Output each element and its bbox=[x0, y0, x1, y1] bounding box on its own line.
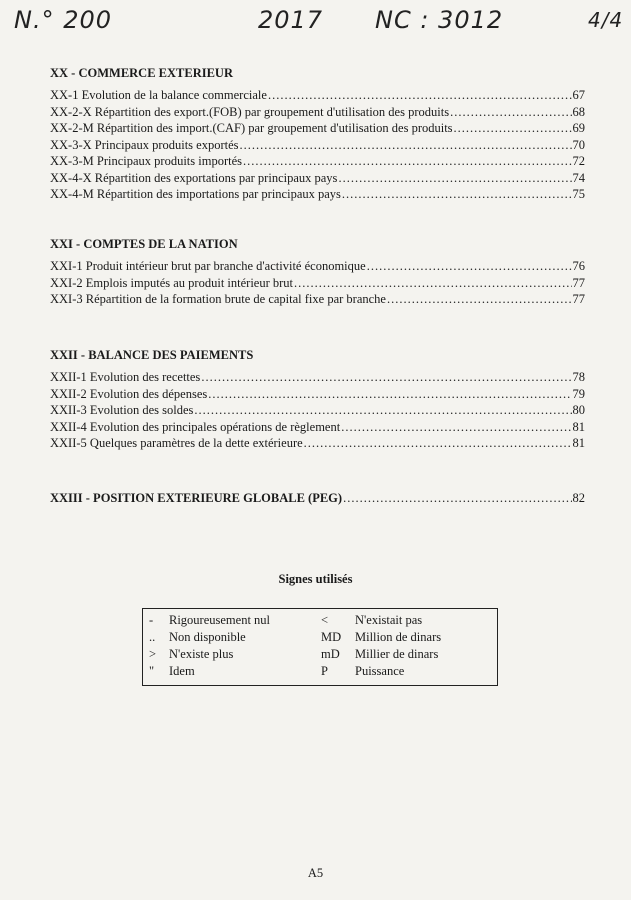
toc-entry[interactable] bbox=[50, 490, 585, 507]
toc-page: 78 bbox=[572, 370, 585, 384]
signes-title: Signes utilisés bbox=[278, 572, 353, 586]
toc-page: 72 bbox=[572, 154, 585, 168]
section-commerce-exterieur bbox=[50, 66, 585, 203]
legend-desc: N'existait pas bbox=[355, 613, 423, 627]
handwritten-fraction: 4/4 bbox=[588, 8, 624, 32]
toc-entry[interactable] bbox=[50, 435, 585, 452]
toc-entry[interactable] bbox=[50, 137, 585, 154]
toc-entry[interactable] bbox=[50, 419, 585, 436]
toc-label: XXI-3 Répartition de la formation brute de capital fixe par branche bbox=[50, 292, 386, 306]
toc-page: 80 bbox=[572, 403, 585, 417]
leader-dots bbox=[454, 120, 572, 137]
legend-symbol: .. bbox=[149, 630, 156, 644]
leader-dots bbox=[450, 104, 571, 121]
handwritten-year: 2017 bbox=[258, 6, 324, 34]
toc-page: 76 bbox=[572, 259, 585, 273]
toc-entry[interactable] bbox=[50, 170, 585, 187]
section-comptes-nation bbox=[50, 237, 585, 308]
section-title: XXI - COMPTES DE LA NATION bbox=[50, 237, 238, 251]
toc-entry[interactable] bbox=[50, 120, 585, 137]
toc-label: XX-4-X Répartition des exportations par principaux pays bbox=[50, 170, 338, 185]
legend-symbol: P bbox=[321, 664, 328, 678]
leader-dots bbox=[268, 87, 572, 104]
legend-desc: Puissance bbox=[355, 664, 405, 678]
toc-page: 67 bbox=[572, 88, 585, 102]
legend-symbol: < bbox=[321, 613, 329, 627]
toc-page: 77 bbox=[572, 292, 585, 306]
signes-legend-box bbox=[142, 608, 498, 686]
toc-label: XX-4-M Répartition des importations par principaux pays bbox=[50, 187, 341, 201]
toc-label: XXII-1 Evolution des recettes bbox=[50, 370, 201, 384]
handwritten-number: N.° 200 bbox=[14, 6, 113, 34]
toc-label: XX-2-M Répartition des import.(CAF) par groupement d'utilisation des produits bbox=[50, 121, 453, 135]
leader-dots bbox=[304, 435, 572, 452]
legend-desc: Idem bbox=[169, 664, 195, 678]
toc-label: XXII-3 Evolution des soldes bbox=[50, 403, 194, 417]
leader-dots bbox=[294, 275, 571, 292]
page-number: A5 bbox=[307, 866, 324, 880]
leader-dots bbox=[194, 402, 571, 419]
legend-symbol: > bbox=[149, 647, 157, 661]
legend-symbol: - bbox=[149, 613, 154, 627]
legend-symbol: MD bbox=[321, 630, 342, 644]
leader-dots bbox=[342, 186, 572, 203]
leader-dots bbox=[367, 258, 572, 275]
leader-dots bbox=[201, 369, 571, 386]
legend-desc: Millier de dinars bbox=[355, 647, 439, 661]
leader-dots bbox=[387, 291, 572, 308]
toc-label: XXIII - POSITION EXTERIEURE GLOBALE (PEG) bbox=[50, 491, 343, 505]
toc-entry[interactable] bbox=[50, 386, 585, 403]
toc-entry[interactable] bbox=[50, 104, 585, 121]
toc-label: XXII-4 Evolution des principales opérations de règlement bbox=[50, 419, 341, 434]
toc-label: XXII-2 Evolution des dépenses bbox=[50, 386, 208, 401]
handwritten-nc: NC : 3012 bbox=[375, 6, 504, 34]
legend-desc: N'existe plus bbox=[169, 647, 234, 661]
toc-page: 81 bbox=[572, 436, 585, 450]
toc-label: XX-3-M Principaux produits importés bbox=[50, 154, 242, 168]
toc-label: XXI-1 Produit intérieur brut par branche d'activité économique bbox=[50, 259, 366, 273]
leader-dots bbox=[338, 170, 571, 187]
toc-entry[interactable] bbox=[50, 258, 585, 275]
toc-label: XX-2-X Répartition des export.(FOB) par groupement d'utilisation des produits bbox=[50, 104, 450, 119]
toc-label: XXI-2 Emplois imputés au produit intérieur brut bbox=[50, 275, 294, 290]
leader-dots bbox=[208, 386, 571, 403]
legend-desc: Rigoureusement nul bbox=[169, 613, 271, 627]
section-title: XXII - BALANCE DES PAIEMENTS bbox=[50, 348, 254, 362]
toc-entry[interactable] bbox=[50, 275, 585, 292]
legend-symbol: mD bbox=[321, 647, 340, 661]
leader-dots bbox=[243, 153, 572, 170]
toc-page: 82 bbox=[572, 491, 585, 505]
toc-label: XX-1 Evolution de la balance commerciale bbox=[50, 88, 267, 102]
toc-entry[interactable] bbox=[50, 186, 585, 203]
legend-desc: Non disponible bbox=[169, 630, 246, 644]
toc-page: 74 bbox=[572, 170, 585, 185]
toc-entry[interactable] bbox=[50, 291, 585, 308]
legend-desc: Million de dinars bbox=[355, 630, 442, 644]
toc-page: 79 bbox=[572, 386, 585, 401]
toc-page: 70 bbox=[572, 137, 585, 152]
section-balance-paiements bbox=[50, 348, 585, 452]
legend-symbol: " bbox=[149, 664, 155, 678]
toc-label: XXII-5 Quelques paramètres de la dette extérieure bbox=[50, 436, 303, 450]
toc-label: XX-3-X Principaux produits exportés bbox=[50, 137, 239, 152]
toc-page: 77 bbox=[572, 275, 585, 290]
section-title: XX - COMMERCE EXTERIEUR bbox=[50, 66, 233, 80]
toc-page: 68 bbox=[572, 104, 585, 119]
toc-page: 69 bbox=[572, 121, 585, 135]
leader-dots bbox=[240, 137, 572, 154]
section-position-exterieure bbox=[50, 490, 585, 507]
toc-entry[interactable] bbox=[50, 87, 585, 104]
toc-page: 75 bbox=[572, 187, 585, 201]
leader-dots bbox=[341, 419, 571, 436]
toc-entry[interactable] bbox=[50, 402, 585, 419]
toc-entry[interactable] bbox=[50, 369, 585, 386]
leader-dots bbox=[343, 490, 571, 507]
toc-entry[interactable] bbox=[50, 153, 585, 170]
toc-page: 81 bbox=[572, 419, 585, 434]
